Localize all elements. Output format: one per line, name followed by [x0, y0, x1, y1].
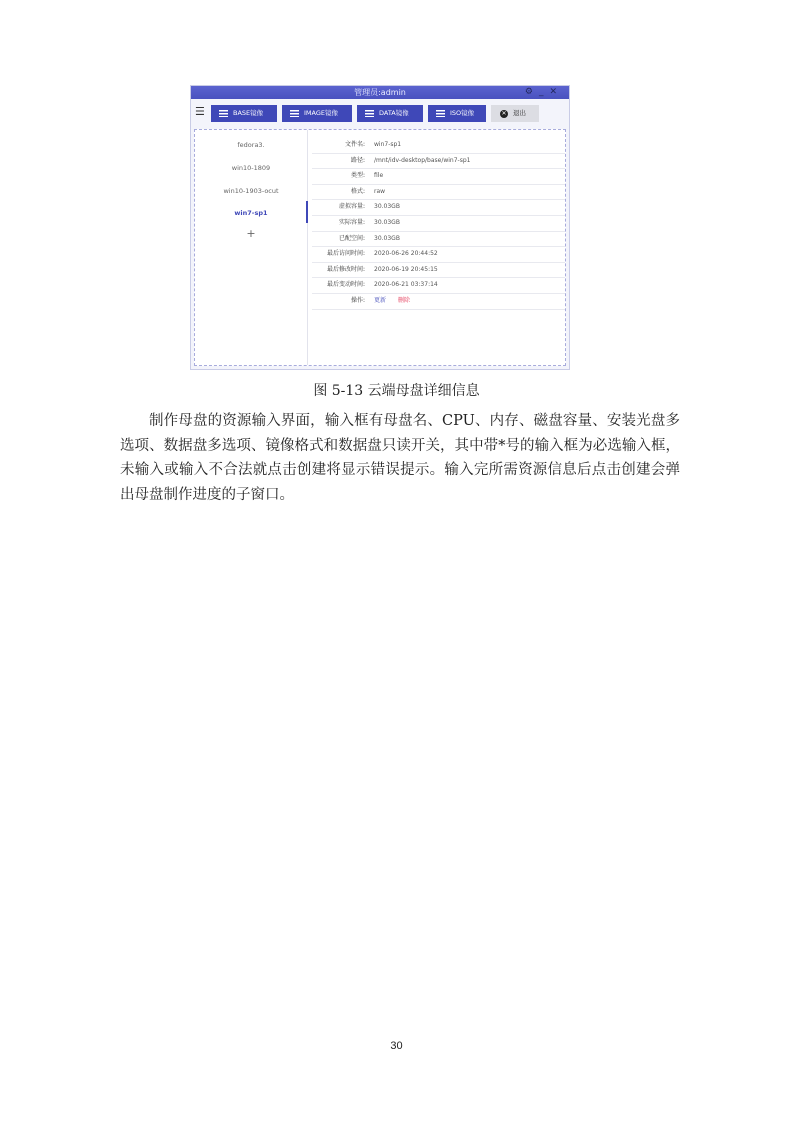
detail-panel — [312, 138, 565, 310]
table-row: 路径: /mnt/idv-desktop/base/win7-sp1 — [312, 154, 565, 170]
table-row: 最后变动时间: 2020-06-21 03:37:14 — [312, 278, 565, 294]
list-item[interactable]: fedora3. — [237, 141, 265, 149]
page-number: 30 — [390, 1040, 403, 1052]
body-paragraph: 制作母盘的资源输入界面，输入框有母盘名、CPU、内存、磁盘容量、安装光盘多选项、数据盘多选项、镜像格式和数据盘只读开关，其中带*号的输入框为必选输入框，未输入或输入不合法就点击创建将显示错误提示。输入完所需资源信息后点击创建会弹出母盘制作进度的子窗口。 — [120, 413, 680, 503]
title-bar — [191, 86, 569, 99]
table-row: 最后修改时间: 2020-06-19 20:45:15 — [312, 263, 565, 279]
delete-link[interactable]: 删除 — [398, 296, 411, 304]
add-icon[interactable]: + — [246, 227, 256, 240]
list-item-selected[interactable]: win7-sp1 — [234, 209, 268, 217]
table-row: 类型: file — [312, 169, 565, 185]
window-controls — [525, 86, 563, 99]
selection-indicator — [306, 201, 308, 223]
main-content — [194, 129, 566, 366]
tab-iso-image[interactable]: ISO镜像 — [428, 105, 486, 122]
close-circle-icon: ✕ — [501, 109, 507, 117]
list-icon — [436, 110, 445, 117]
table-row-actions: 操作: 更新 删除 — [312, 294, 565, 310]
toolbar — [191, 99, 569, 128]
table-row: 已配空间: 30.03GB — [312, 232, 565, 248]
settings-icon[interactable]: ⚙ — [524, 87, 539, 97]
tab-base-image[interactable]: BASE镜像 — [211, 105, 277, 122]
hamburger-menu-icon[interactable]: ☰ — [195, 105, 205, 118]
minimize-icon[interactable]: _ — [538, 87, 550, 97]
tab-image-image[interactable]: IMAGE镜像 — [282, 105, 352, 122]
window-title: 管理员:admin — [354, 88, 406, 97]
tab-data-image[interactable]: DATA镜像 — [357, 105, 423, 122]
table-row: 实际容量: 30.03GB — [312, 216, 565, 232]
list-icon — [290, 110, 299, 117]
image-list — [195, 130, 308, 365]
figure-caption: 图 5-13 云端母盘详细信息 — [313, 383, 480, 399]
close-icon[interactable]: ✕ — [549, 87, 563, 97]
update-link[interactable]: 更新 — [374, 296, 387, 304]
table-row: 文件名: win7-sp1 — [312, 138, 565, 154]
exit-button[interactable]: ✕ 退出 — [491, 105, 539, 122]
table-row: 虚拟容量: 30.03GB — [312, 200, 565, 216]
list-item[interactable]: win10-1903-ocut — [223, 187, 279, 195]
list-item[interactable]: win10-1809 — [231, 164, 271, 172]
table-row: 格式: raw — [312, 185, 565, 201]
table-row: 最后访问时间: 2020-06-26 20:44:52 — [312, 247, 565, 263]
list-icon — [219, 110, 228, 117]
list-icon — [365, 110, 374, 117]
screenshot-window — [190, 85, 570, 370]
